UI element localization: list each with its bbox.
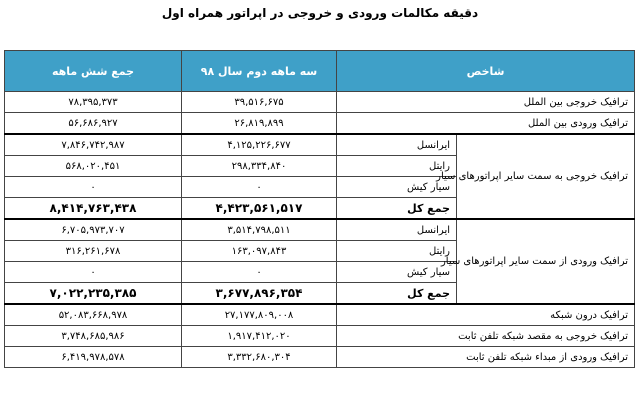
table-row [5, 304, 635, 326]
header-indicator: شاخص [337, 51, 635, 92]
row-label: ترافیک درون شبکه [337, 304, 635, 326]
table-row [5, 134, 635, 156]
page-title: دقیقه مکالمات ورودی و خروجی در اپراتور همراه اول [161, 6, 479, 20]
q2-value: ۱,۹۱۷,۴۱۲,۰۲۰ [182, 326, 337, 347]
operator-label: سیار کیش [337, 177, 457, 198]
table-row [5, 347, 635, 368]
header-six: جمع شش ماهه [5, 51, 182, 92]
total-q2-value: ۳,۶۷۷,۸۹۶,۳۵۴ [182, 283, 337, 305]
six-value: ۷۸,۳۹۵,۳۷۳ [5, 92, 182, 113]
row-label: ترافیک خروجی به مقصد شبکه تلفن ثابت [337, 326, 635, 347]
operator-label: ایرانسل [337, 219, 457, 241]
six-value: ۵۲,۰۸۳,۶۶۸,۹۷۸ [5, 304, 182, 326]
total-label: جمع کل [337, 198, 457, 220]
group-label-mobile-out: ترافیک خروجی به سمت سایر اپراتورهای سیار [457, 134, 635, 219]
q2-value: ۱۶۳,۰۹۷,۸۴۳ [182, 241, 337, 262]
header-row [5, 51, 635, 92]
table-row [5, 92, 635, 113]
table-row [5, 219, 635, 241]
six-value: ۰ [5, 177, 182, 198]
row-label: ترافیک خروجی بین الملل [337, 92, 635, 113]
q2-value: ۲۹۸,۳۳۴,۸۴۰ [182, 156, 337, 177]
q2-value: ۰ [182, 262, 337, 283]
total-label: جمع کل [337, 283, 457, 305]
operator-label: سیار کیش [337, 262, 457, 283]
q2-value: ۲۷,۱۷۷,۸۰۹,۰۰۸ [182, 304, 337, 326]
operator-label: رایتل [337, 241, 457, 262]
six-value: ۳۱۶,۲۶۱,۶۷۸ [5, 241, 182, 262]
q2-value: ۳۹,۵۱۶,۶۷۵ [182, 92, 337, 113]
header-q2: سه ماهه دوم سال ۹۸ [182, 51, 337, 92]
six-value: ۰ [5, 262, 182, 283]
q2-value: ۳,۵۱۴,۷۹۸,۵۱۱ [182, 219, 337, 241]
total-q2-value: ۴,۴۲۳,۵۶۱,۵۱۷ [182, 198, 337, 220]
operator-label: رایتل [337, 156, 457, 177]
six-value: ۷,۸۴۶,۷۴۲,۹۸۷ [5, 134, 182, 156]
six-value: ۵۶,۶۸۶,۹۲۷ [5, 113, 182, 135]
row-label: ترافیک ورودی بین الملل [337, 113, 635, 135]
table-row [5, 326, 635, 347]
traffic-table [4, 50, 635, 368]
six-value: ۶,۷۰۵,۹۷۳,۷۰۷ [5, 219, 182, 241]
operator-label: ایرانسل [337, 134, 457, 156]
q2-value: ۲۶,۸۱۹,۸۹۹ [182, 113, 337, 135]
total-six-value: ۷,۰۲۲,۲۳۵,۳۸۵ [5, 283, 182, 305]
q2-value: ۴,۱۲۵,۲۲۶,۶۷۷ [182, 134, 337, 156]
group-label-mobile-in: ترافیک ورودی از سمت سایر اپراتورهای سیار [457, 219, 635, 304]
row-label: ترافیک ورودی از مبداء شبکه تلفن ثابت [337, 347, 635, 368]
six-value: ۶,۴۱۹,۹۷۸,۵۷۸ [5, 347, 182, 368]
six-value: ۵۶۸,۰۲۰,۴۵۱ [5, 156, 182, 177]
q2-value: ۳,۳۳۲,۶۸۰,۳۰۴ [182, 347, 337, 368]
six-value: ۳,۷۴۸,۶۸۵,۹۸۶ [5, 326, 182, 347]
q2-value: ۰ [182, 177, 337, 198]
total-six-value: ۸,۴۱۴,۷۶۳,۴۳۸ [5, 198, 182, 220]
table-row [5, 113, 635, 135]
